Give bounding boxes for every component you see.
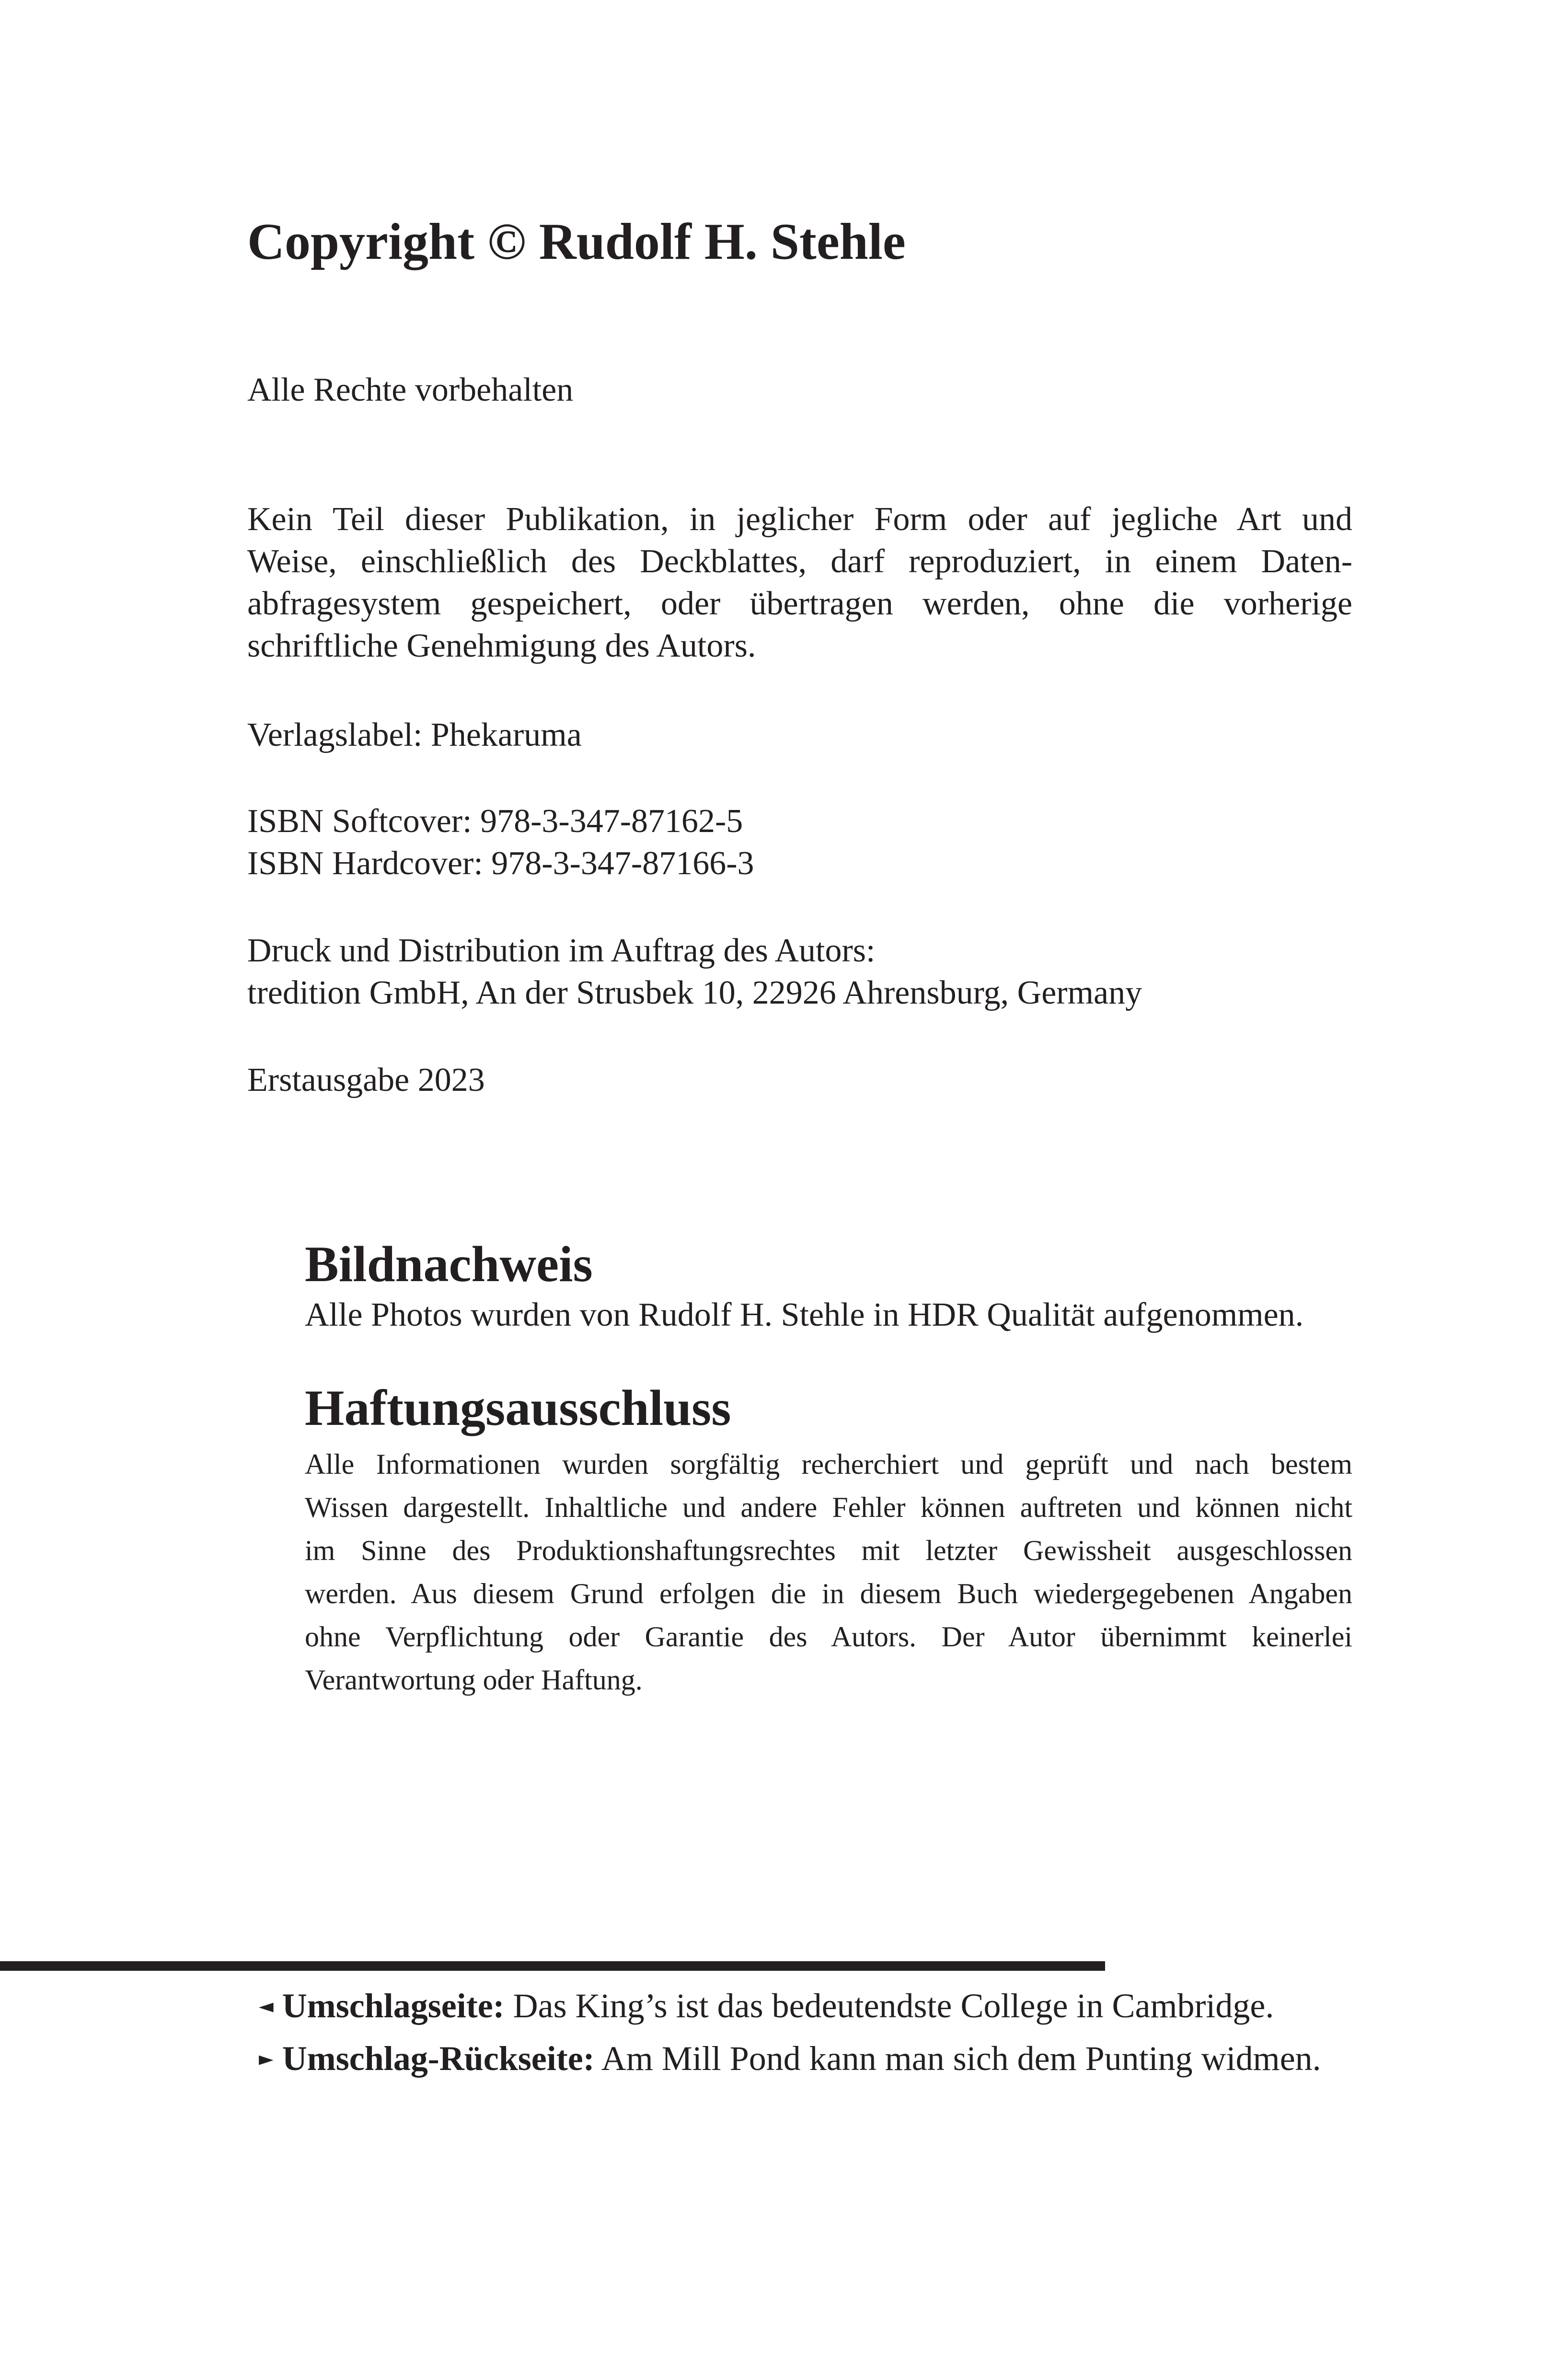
disclaimer-heading: Haftungsausschluss <box>305 1380 731 1436</box>
back-cover-label: Umschlag-Rückseite: <box>282 2039 595 2078</box>
notice-line: Weise, einschließlich des Deckblattes, darf reproduziert, in einem Daten- <box>247 543 1352 580</box>
disclaimer-line: werden. Aus diesem Grund erfolgen die in diesem Buch wiedergegebenen Angaben <box>305 1578 1352 1609</box>
disclaimer-line: Alle Informationen wurden sorgfältig recherchiert und geprüft und nach bestem <box>305 1448 1352 1480</box>
disclaimer-line: Wissen dargestellt. Inhaltliche und andere Fehler können auftreten und können nicht <box>305 1492 1352 1523</box>
front-cover-label: Umschlagseite: <box>282 1987 505 2025</box>
notice-line: schriftliche Genehmigung des Autors. <box>247 627 756 664</box>
front-cover-text: Das King’s ist das bedeutendste College in Cambridge. <box>504 1987 1274 2025</box>
disclaimer-text <box>305 1443 1352 1701</box>
disclaimer-line: Verantwortung oder Haftung. <box>305 1664 643 1696</box>
left-arrow-icon: ◄ <box>259 1995 274 2017</box>
disclaimer-line: ohne Verpflichtung oder Garantie des Autors. Der Autor übernimmt keinerlei <box>305 1621 1352 1653</box>
back-cover-caption <box>259 2037 1321 2081</box>
copyright-notice <box>247 498 1352 667</box>
divider-rule <box>0 1961 1105 1971</box>
credits-heading: Bildnachweis <box>305 1236 593 1292</box>
right-arrow-icon: ► <box>259 2048 274 2070</box>
front-cover-caption <box>259 1984 1274 2028</box>
disclaimer-line: im Sinne des Produktionshaftungsrechtes mit letzter Gewissheit ausgeschlossen <box>305 1535 1352 1566</box>
edition: Erstausgabe 2023 <box>247 1062 485 1099</box>
distribution-line-2: tredition GmbH, An der Strusbek 10, 22926 Ahrensburg, Germany <box>247 974 1142 1011</box>
distribution-line-1: Druck und Distribution im Auftrag des Autors: <box>247 932 876 969</box>
isbn-softcover: ISBN Softcover: 978-3-347-87162-5 <box>247 803 743 840</box>
publisher-label: Verlagslabel: Phekaruma <box>247 717 582 753</box>
copyright-title: Copyright © Rudolf H. Stehle <box>247 213 906 270</box>
credits-text: Alle Photos wurden von Rudolf H. Stehle in HDR Qualität aufgenommen. <box>305 1296 1304 1333</box>
notice-line: Kein Teil dieser Publikation, in jeglicher Form oder auf jegliche Art und <box>247 501 1352 538</box>
rights-notice: Alle Rechte vorbehalten <box>247 371 574 408</box>
notice-line: abfragesystem gespeichert, oder übertragen werden, ohne die vorherige <box>247 585 1352 622</box>
isbn-hardcover: ISBN Hardcover: 978-3-347-87166-3 <box>247 845 754 882</box>
back-cover-text: Am Mill Pond kann man sich dem Punting widmen. <box>594 2039 1321 2078</box>
